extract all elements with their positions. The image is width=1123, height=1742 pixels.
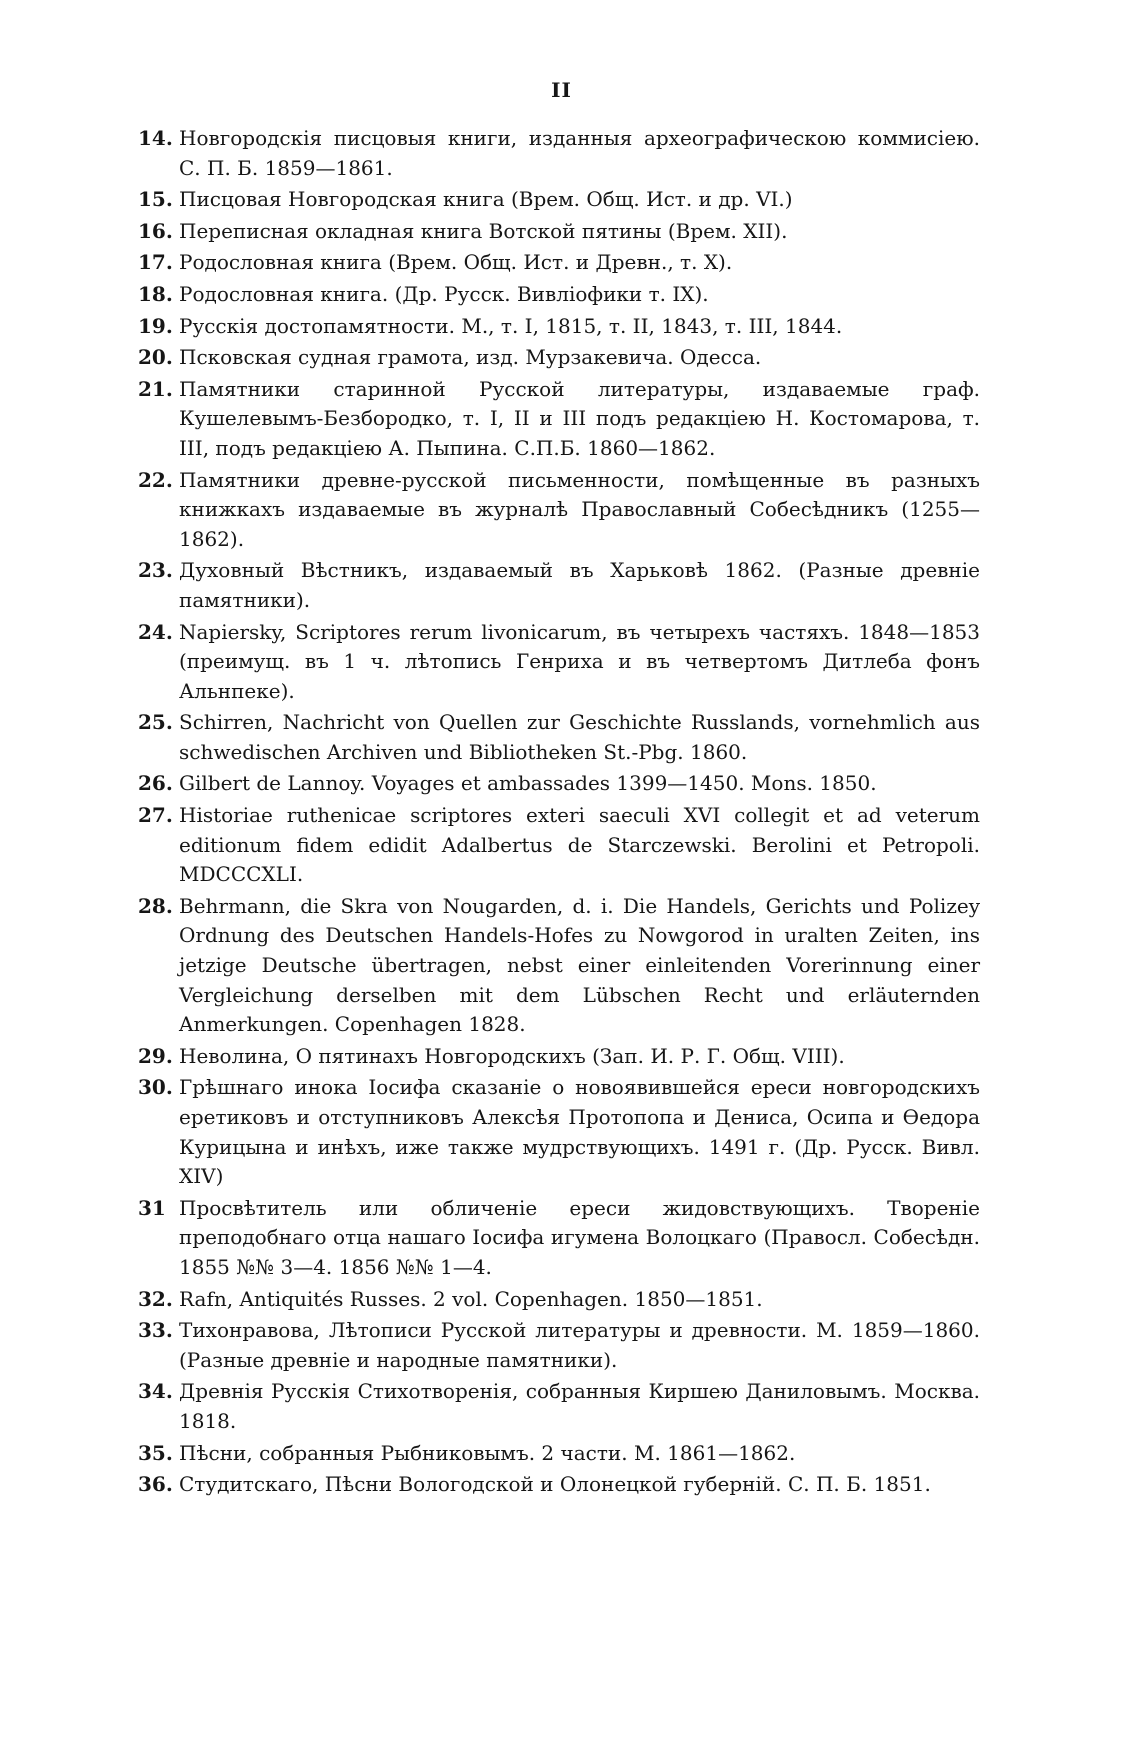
bibliography-entry [138,892,980,1040]
entry-number: 17. [138,250,173,275]
bibliography-entry [138,1316,980,1375]
entry-number: 31 [138,1195,166,1220]
entry-text: Новгородскія писцовыя книги, изданныя археографическою коммисіею. С. П. Б. 1859—1861. [179,126,980,180]
entry-text: Русскія достопамятности. М., т. I, 1815, т. II, 1843, т. III, 1844. [179,313,843,338]
bibliography-entry [138,618,980,707]
entry-number: 20. [138,345,173,370]
entry-text: Gilbert de Lannoy. Voyages et ambassades 1399—1450. Mons. 1850. [179,771,877,796]
entry-number: 30. [138,1075,173,1100]
entry-text: Неволина, О пятинахъ Новгородскихъ (Зап. И. Р. Г. Общ. VIII). [179,1043,845,1068]
bibliography-entry [138,1439,980,1469]
entry-number: 22. [138,467,173,492]
entry-number: 32. [138,1286,173,1311]
bibliography-entry [138,124,980,183]
entry-text: Родословная книга. (Др. Русск. Вивліофики т. IX). [179,281,709,306]
entry-text: Тихонравова, Лѣтописи Русской литературы и древности. М. 1859—1860. (Разные древніе и народные памятники). [179,1318,980,1372]
entry-number: 29. [138,1043,173,1068]
entry-text: Памятники древне-русской письменности, помѣщенные въ разныхъ книжкахъ издаваемые въ журналѣ Православный Собесѣдникъ (1255—1862). [179,467,980,551]
bibliography-entry [138,1042,980,1072]
entry-number: 21. [138,376,173,401]
entry-number: 35. [138,1440,173,1465]
entry-number: 28. [138,893,173,918]
entry-text: Духовный Вѣстникъ, издаваемый въ Харьковѣ 1862. (Разные древніе памятники). [179,558,980,612]
bibliography-entry [138,556,980,615]
bibliography-entry [138,466,980,555]
bibliography-entry [138,375,980,464]
bibliography-list [138,124,980,1502]
entry-number: 34. [138,1379,173,1404]
entry-number: 18. [138,281,173,306]
entry-text: Behrmann, die Skra von Nougarden, d. i. Die Handels, Gerichts und Polizey Ordnung des Deutschen Handels-Hofes zu Nowgorod in uralten Zeiten, ins jetzige Deutsche übertragen, nebst einer einleitenden Vorerinnung einer Vergleichung derselben mit dem Lübschen Recht und erläuternden Anmerkungen. Copenhagen 1828. [179,893,980,1037]
entry-text: Древнія Русскія Стихотворенія, собранныя Киршею Даниловымъ. Москва. 1818. [179,1379,980,1433]
entry-text: Пѣсни, собранныя Рыбниковымъ. 2 части. М. 1861—1862. [179,1440,796,1465]
bibliography-entry [138,769,980,799]
bibliography-entry [138,280,980,310]
bibliography-entry [138,185,980,215]
bibliography-entry [138,1073,980,1191]
bibliography-entry [138,1285,980,1315]
entry-text: Памятники старинной Русской литературы, издаваемые граф. Кушелевымъ-Безбородко, т. I, II и III подъ редакціею Н. Костомарова, т. III, подъ редакціею А. Пыпина. С.П.Б. 1860—1862. [179,376,980,460]
bibliography-entry [138,343,980,373]
entry-number: 33. [138,1318,173,1343]
entry-text: Historiae ruthenicae scriptores exteri saeculi XVI collegit et ad veterum editionum fidem edidit Adalbertus de Starczewski. Berolini et Petropoli. MDCCCXLI. [179,803,980,887]
entry-text: Псковская судная грамота, изд. Мурзакевича. Одесса. [179,345,762,370]
entry-text: Студитскаго, Пѣсни Вологодской и Олонецкой губерній. С. П. Б. 1851. [179,1472,931,1497]
bibliography-entry [138,217,980,247]
entry-text: Переписная окладная книга Вотской пятины (Врем. XII). [179,218,788,243]
bibliography-entry [138,1194,980,1283]
entry-number: 24. [138,619,173,644]
entry-number: 14. [138,126,173,150]
bibliography-entry [138,708,980,767]
bibliography-entry [138,801,980,890]
entry-number: 26. [138,771,173,796]
page-number: II [551,78,572,102]
entry-text: Родословная книга (Врем. Общ. Ист. и Древн., т. X). [179,250,733,275]
entry-number: 27. [138,803,173,828]
entry-text: Schirren, Nachricht von Quellen zur Geschichte Russlands, vornehmlich aus schwedischen Archiven und Bibliotheken St.-Pbg. 1860. [179,710,980,764]
entry-text: Просвѣтитель или обличеніе ереси жидовствующихъ. Твореніе преподобнаго отца нашаго Іосифа игумена Волоцкаго (Правосл. Собесѣдн. 1855 №№ 3—4. 1856 №№ 1—4. [179,1195,980,1279]
bibliography-entry [138,1470,980,1500]
entry-number: 36. [138,1472,173,1497]
entry-text: Rafn, Antiquités Russes. 2 vol. Copenhagen. 1850—1851. [179,1286,763,1311]
entry-number: 19. [138,313,173,338]
entry-number: 25. [138,710,173,735]
bibliography-entry [138,1377,980,1436]
bibliography-entry [138,248,980,278]
bibliography-entry [138,312,980,342]
entry-number: 15. [138,187,173,212]
entry-text: Грѣшнаго инока Іосифа сказаніе о новоявившейся ереси новгородскихъ еретиковъ и отступниковъ Алексѣя Протопопа и Дениса, Осипа и Ѳедора Курицына и инѣхъ, иже также мудрствующихъ. 1491 г. (Др. Русск. Вивл. XIV) [179,1075,980,1189]
entry-text: Писцовая Новгородская книга (Врем. Общ. Ист. и др. VI.) [179,187,793,212]
entry-number: 23. [138,558,173,583]
entry-text: Napiersky, Scriptores rerum livonicarum, въ четырехъ частяхъ. 1848—1853 (преимущ. въ 1 ч. лѣтопись Генриха и въ четвертомъ Дитлеба фонъ Альнпеке). [179,619,980,703]
entry-number: 16. [138,218,173,243]
